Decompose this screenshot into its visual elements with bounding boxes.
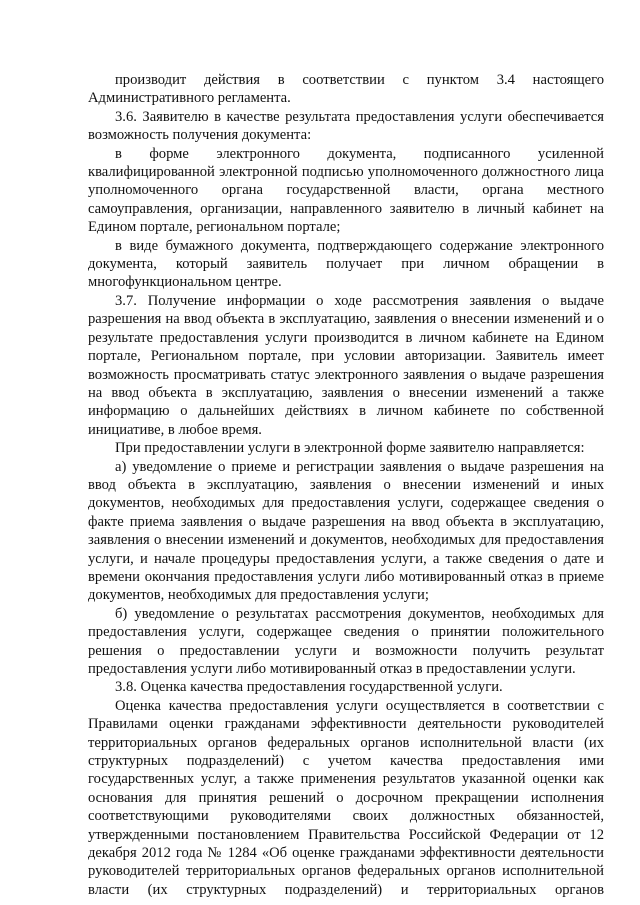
paragraph-quality-assessment: Оценка качества предоставления услуги осуществляется в соответствии с Правилами оценки гражданами эффективности деятельности руководителей территориальных органов федеральных органов исполнительной власти (их структурных подразделений) с учетом качества предоставления ими государственных услуг, а также применения результатов указанной оценки как основания для принятия решений о досрочном прекращении исполнения соответствующими руководителями своих должностных обязанностей, утвержденными постановлением Правительства Российской Федерации от 12 декабря 2012 года № 1284 «Об оценке гражданами эффективности деятельности руководителей территориальных органов федеральных органов исполнительной власти (их структурных подразделений) и территориальных органов	[88, 697, 604, 898]
paragraph-item-a: а) уведомление о приеме и регистрации заявления о выдаче разрешения на ввод объекта в эксплуатацию, заявления о внесении изменений и иных документов, необходимых для предоставления услуги, содержащее сведения о факте приема заявления о выдаче разрешения на ввод объекта в эксплуатацию, заявления о внесении изменений и документов, необходимых для предоставления услуги, и начале процедуры предоставления услуги, а также сведения о дате и времени окончания предоставления услуги либо мотивированный отказ в приеме документов, необходимых для предоставления услуги;	[88, 458, 604, 604]
paragraph-paper-document: в виде бумажного документа, подтверждающего содержание электронного документа, который заявитель получает при личном обращении в многофункциональном центре.	[88, 237, 604, 291]
paragraph-electronic-document: в форме электронного документа, подписанного усиленной квалифицированной электронной подписью уполномоченного должностного лица уполномоченного органа государственной власти, органа местного самоуправления, организации, направленного заявителю в личный кабинет на Едином портале, региональном портале;	[88, 145, 604, 236]
paragraph-3-6: 3.6. Заявителю в качестве результата предоставления услуги обеспечивается возможность получения документа:	[88, 108, 604, 144]
paragraph-3-7: 3.7. Получение информации о ходе рассмотрения заявления о выдаче разрешения на ввод объекта в эксплуатацию, заявления о внесении изменений и о результате предоставления услуги производится в личном кабинете на Едином портале, Региональном портале, при условии авторизации. Заявитель имеет возможность просматривать статус электронного заявления о выдаче разрешения на ввод объекта в эксплуатацию, заявления о внесении изменений а также информацию о дальнейших действиях в личном кабинете по собственной инициативе, в любое время.	[88, 292, 604, 438]
paragraph-electronic-notification: При предоставлении услуги в электронной форме заявителю направляется:	[115, 440, 585, 457]
paragraph-continuation: производит действия в соответствии с пунктом 3.4 настоящего Административного регламента.	[88, 72, 604, 107]
paragraph-item-b: б) уведомление о результатах рассмотрения документов, необходимых для предоставления услуги, содержащее сведения о принятии положительного решения о предоставлении услуги и возможности получить результат предоставления услуги либо мотивированный отказ в предоставлении услуги.	[88, 605, 604, 677]
paragraph-3-8: 3.8. Оценка качества предоставления государственной услуги.	[115, 679, 503, 696]
